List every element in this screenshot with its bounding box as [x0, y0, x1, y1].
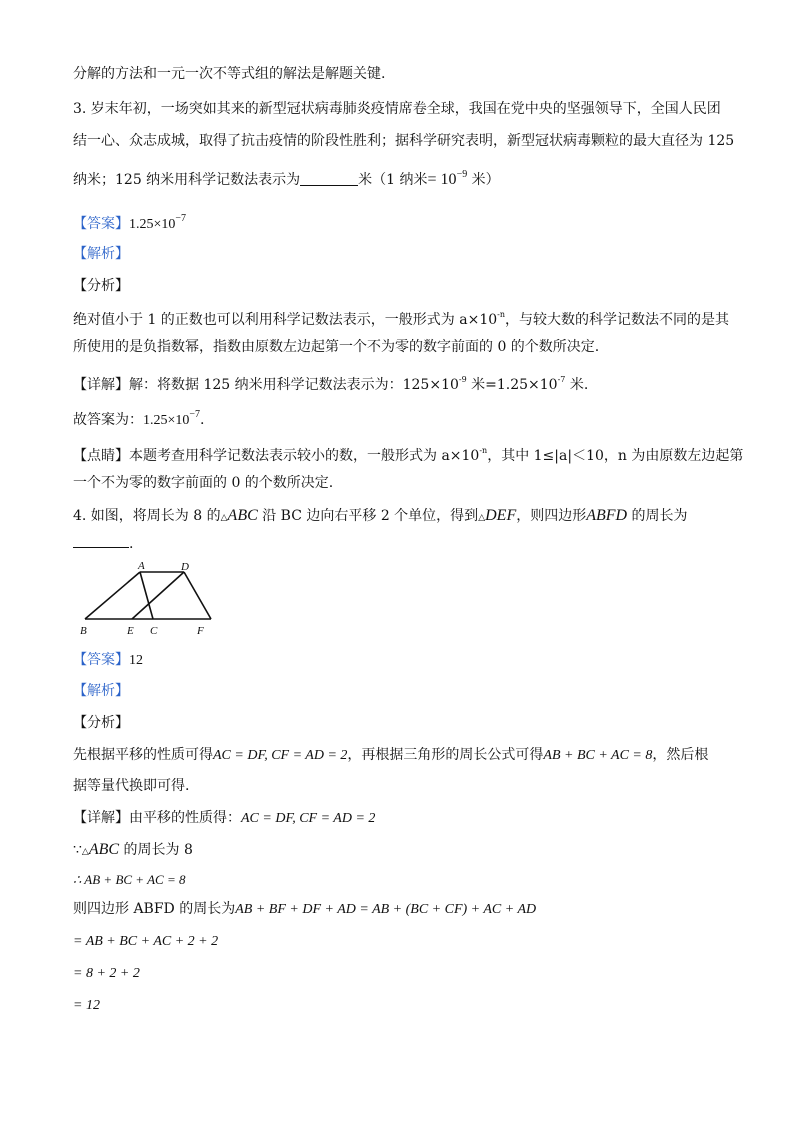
- q3-stem-line3: [73, 165, 500, 190]
- q4-stem-b: 沿 BC 边向右平移 2 个单位，得到: [257, 508, 479, 524]
- q3-dianjing-text: 本题考查用科学记数法表示较小的数，一般形式为 a×10: [129, 448, 480, 464]
- triangle-symbol-icon: △: [478, 513, 486, 523]
- q4-fenxi-tag: 【分析】: [73, 715, 129, 731]
- q3-xiangjie-text-c: 米.: [565, 377, 589, 393]
- q4-because-triangle: ABC: [88, 841, 120, 858]
- q4-xiangjie-tag: 【详解】: [73, 810, 129, 826]
- answer-blank: [73, 535, 129, 548]
- q3-xiangjie: [73, 370, 588, 395]
- q4-perimeter: [73, 899, 536, 920]
- q3-dianjing-text-post: ，其中 1≤|a|＜10，n 为由原数左边起第: [487, 448, 744, 464]
- q3-stem-line1: 3. 岁末年初，一场突如其来的新型冠状病毒肺炎疫情席卷全球，我国在党中央的坚强领导下，全国人民团: [73, 101, 721, 117]
- q3-fenxi-line1: [73, 305, 729, 330]
- q4-because: [73, 840, 193, 862]
- triangle-symbol-icon: △: [220, 513, 228, 523]
- q3-final-answer-pre: 故答案为：: [73, 412, 143, 428]
- q3-dianjing-exponent: -n: [479, 446, 488, 455]
- q3-xiangjie-exponent-2: -7: [557, 375, 566, 384]
- q3-stem-line3-post: 米）: [467, 172, 500, 188]
- q3-dianjing-line1: [73, 441, 743, 466]
- q3-final-answer-value: 1.25×10: [143, 413, 190, 428]
- answer-tag: 【答案】: [73, 652, 129, 668]
- q4-fenxi-text-c: ，然后根: [652, 747, 709, 763]
- q3-fenxi-tag: 【分析】: [73, 278, 129, 294]
- label-a: A: [138, 560, 145, 572]
- q4-perimeter-pre: 则四边形 ABFD 的周长为: [73, 901, 236, 917]
- q3-fenxi-text: 绝对值小于 1 的正数也可以利用科学记数法表示，一般形式为 a×10: [73, 312, 498, 328]
- q3-xiangjie-exponent-1: -9: [458, 375, 467, 384]
- q4-fenxi-line1: [73, 745, 708, 766]
- q4-fenxi-text-b: ，再根据三角形的周长公式可得: [347, 747, 544, 763]
- q4-xiangjie-text: 由平移的性质得：: [129, 810, 241, 826]
- q3-stem-line2: 结一心、众志成城，取得了抗击疫情的阶段性胜利；据科学研究表明，新型冠状病毒颗粒的最大直径为 125: [73, 133, 735, 149]
- q4-step-3: = 12: [73, 998, 100, 1013]
- q4-stem-line2-post: .: [129, 536, 134, 552]
- q4-answer: [73, 650, 143, 671]
- q4-therefore: ∴ AB + BC + AC = 8: [73, 872, 186, 887]
- label-f: F: [197, 625, 204, 637]
- q4-stem-line1: [73, 506, 688, 528]
- q4-step-2: = 8 + 2 + 2: [73, 966, 140, 981]
- label-d: D: [181, 561, 189, 573]
- previous-answer-conclusion: 分解的方法和一元一次不等式组的解法是解题关键.: [73, 66, 386, 82]
- q3-nano-exponent: −9: [456, 169, 468, 180]
- q3-final-answer-post: .: [200, 412, 205, 428]
- translation-figure: [75, 558, 225, 640]
- q4-jiexi-tag: 【解析】: [73, 683, 129, 699]
- q3-fenxi-exponent: -n: [497, 310, 506, 319]
- q3-stem-line3-pre: 纳米；125 纳米用科学记数法表示为: [73, 172, 301, 188]
- answer-tag: 【答案】: [73, 216, 129, 232]
- label-e: E: [127, 625, 134, 637]
- q3-final-answer-exponent: −7: [189, 409, 201, 420]
- q4-xiangjie: [73, 808, 375, 829]
- q4-fenxi-line2: 据等量代换即可得.: [73, 778, 190, 794]
- answer-blank: [300, 171, 358, 186]
- q4-triangle-abc: ABC: [227, 507, 258, 524]
- q3-dianjing-tag: 【点睛】: [73, 448, 129, 464]
- q4-quadrilateral: ABFD: [586, 507, 628, 524]
- label-c: C: [150, 625, 158, 637]
- q3-xiangjie-text-a: 解：将数据 125 纳米用科学记数法表示为：125×10: [129, 377, 459, 393]
- q4-xiangjie-math: AC = DF, CF = AD = 2: [241, 811, 376, 826]
- q4-stem-a: 4. 如图，将周长为 8 的: [73, 508, 221, 524]
- q3-dianjing-line2: 一个不为零的数字前面的 0 的个数所决定.: [73, 475, 334, 491]
- q3-fenxi-line2: 所使用的是负指数幂，指数由原数左边起第一个不为零的数字前面的 0 的个数所决定.: [73, 339, 600, 355]
- q4-answer-value: 12: [129, 653, 143, 668]
- q3-answer-exponent: −7: [175, 213, 187, 224]
- q4-perimeter-math: AB + BF + DF + AD = AB + (BC + CF) + AC + AD: [235, 902, 537, 917]
- q4-stem-c: ，则四边形: [516, 508, 587, 524]
- label-b: B: [80, 625, 87, 637]
- q3-answer: [73, 209, 186, 235]
- q4-fenxi-math-2: AB + BC + AC = 8: [543, 748, 653, 763]
- q3-xiangjie-tag: 【详解】: [73, 377, 129, 393]
- q3-jiexi-tag: 【解析】: [73, 246, 129, 262]
- because-icon: ∵: [73, 842, 82, 858]
- q4-stem-d: 的周长为: [627, 508, 688, 524]
- q3-final-answer: [73, 405, 205, 431]
- q4-fenxi-math-1: AC = DF, CF = AD = 2: [213, 748, 348, 763]
- q4-fenxi-text-a: 先根据平移的性质可得: [73, 747, 213, 763]
- q4-stem-line2: [73, 534, 133, 554]
- triangle-symbol-icon: △: [81, 847, 89, 857]
- q3-stem-line3-mid: 米（1 纳米: [358, 172, 428, 188]
- q3-nano-equation: = 10: [427, 171, 457, 188]
- q3-answer-value: 1.25×10: [129, 217, 176, 232]
- q4-step-1: = AB + BC + AC + 2 + 2: [73, 934, 219, 949]
- q4-because-post: 的周长为 8: [119, 842, 193, 858]
- q3-fenxi-text-post: ，与较大数的科学记数法不同的是其: [505, 312, 730, 328]
- q3-xiangjie-text-b: 米=1.25×10: [466, 377, 558, 393]
- q4-triangle-def: DEF: [485, 507, 517, 524]
